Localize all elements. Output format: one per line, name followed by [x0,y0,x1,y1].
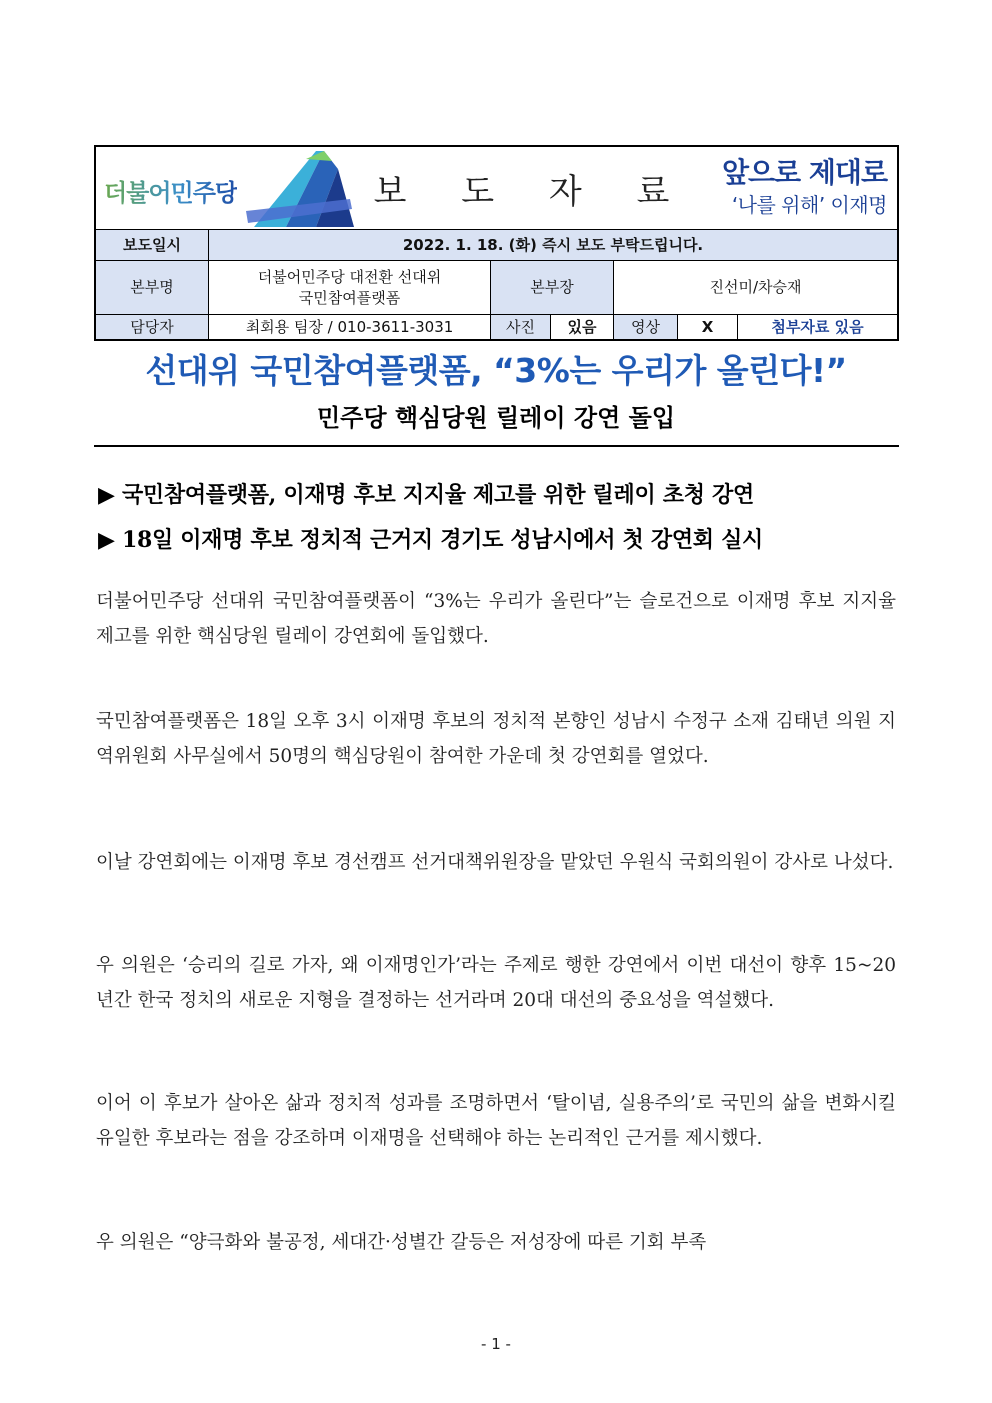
summary-bullet-2: ▶ 18일 이재명 후보 정치적 근거지 경기도 성남시에서 첫 강연회 실시 [98,527,763,553]
body-paragraph-6: 우 의원은 “양극화와 불공정, 세대간·성별간 갈등은 저성장에 따른 기회 부족 [96,1232,707,1253]
body-paragraph-4: 우 의원은 ‘승리의 길로 가자, 왜 이재명인가’라는 주제로 행한 강연에서 이번 대선이 향후 15~20년간 한국 정치의 새로운 지형을 결정하는 선거라며 20대 대선의 중요성을 역설했다. [96,955,896,1011]
release-date-value: 2022. 1. 18. (화) 즉시 보도 부탁드립니다. [209,230,897,260]
press-release-title: 보 도 자 료 [373,171,692,212]
release-date-label: 보도일시 [96,230,209,260]
contact-label: 담당자 [96,315,209,339]
release-date-row [96,230,897,261]
contact-value: 최회용 팀장 / 010-3611-3031 [209,315,491,339]
page-number: - 1 - [481,1335,511,1353]
document-type-title [358,147,707,229]
header-table [94,145,899,341]
campaign-slogan [707,147,897,229]
body-paragraph-2: 국민참여플랫폼은 18일 오후 3시 이재명 후보의 정치적 본향인 성남시 수정구 소재 김태년 의원 지역위원회 사무실에서 50명의 핵심당원이 참여한 가운데 첫 강연회를 열었다. [96,711,896,767]
divider-line [94,445,899,447]
subheadline: 민주당 핵심당원 릴레이 강연 돌입 [317,404,675,432]
slogan-main: 앞으로 제대로 [721,156,887,189]
photo-label: 사진 [491,315,551,339]
attachment-note: 첨부자료 있음 [771,317,864,336]
body-paragraph-3: 이날 강연회에는 이재명 후보 경선캠프 선거대책위원장을 맡았던 우원식 국회의원이 강사로 나섰다. [96,852,894,873]
party-logo [96,147,358,229]
party-emblem-icon [246,149,356,227]
summary-bullet-1: ▶ 국민참여플랫폼, 이재명 후보 지지율 제고를 위한 릴레이 초청 강연 [98,482,754,508]
department-label: 본부명 [96,261,209,314]
photo-value: 있음 [551,315,614,339]
video-label: 영상 [614,315,678,339]
header-banner [96,147,897,230]
slogan-sub: ‘나를 위해’ 이재명 [731,193,887,217]
party-name: 더불어민주당 [104,173,237,208]
body-paragraph-5: 이어 이 후보가 살아온 삶과 정치적 성과를 조명하면서 ‘탈이념, 실용주의’로 국민의 삶을 변화시킬 유일한 후보라는 점을 강조하며 이재명을 선택해야 하는 논리적인 근거를 제시했다. [96,1093,896,1149]
body-paragraph-1: 더불어민주당 선대위 국민참여플랫폼이 “3%는 우리가 올린다”는 슬로건으로 이재명 후보 지지율 제고를 위한 핵심당원 릴레이 강연회에 돌입했다. [96,591,896,647]
chief-value: 진선미/차승재 [709,278,802,297]
contact-row [96,315,897,339]
video-value: X [678,315,738,339]
department-row [96,261,897,315]
department-line-1: 더불어민주당 대전환 선대위 [257,268,442,287]
headline: 선대위 국민참여플랫폼, “3%는 우리가 올린다!” [145,351,847,390]
department-line-2: 국민참여플랫폼 [298,288,401,307]
chief-label: 본부장 [491,261,614,314]
department-value [209,261,491,314]
